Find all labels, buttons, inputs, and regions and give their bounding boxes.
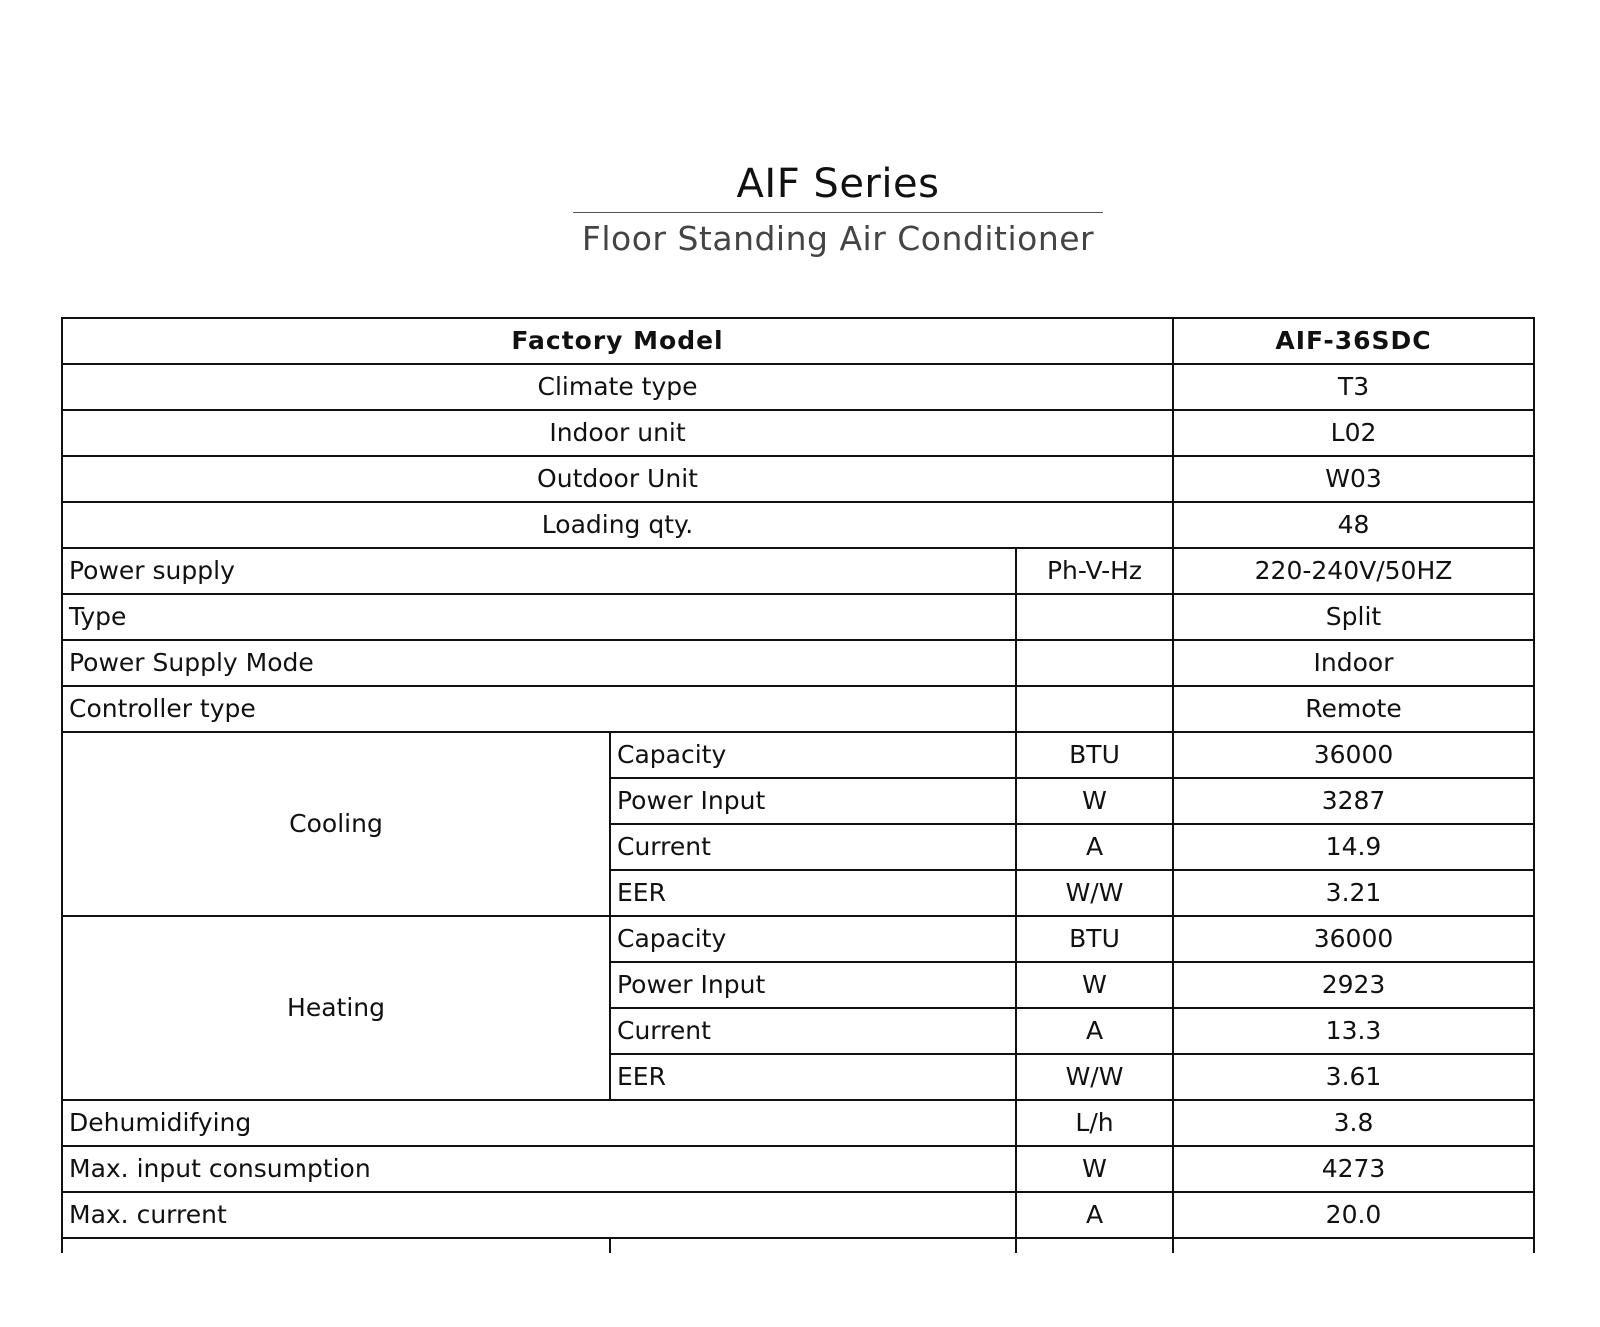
row-label: Indoor unit — [62, 410, 1173, 456]
row-label: Dehumidifying — [62, 1100, 1016, 1146]
row-label: Current — [610, 824, 1016, 870]
heating-group-label: Heating — [62, 916, 610, 1100]
row-unit: A — [1016, 1192, 1173, 1238]
row-unit: W — [1016, 778, 1173, 824]
table-cell — [1016, 1238, 1173, 1253]
row-label: Max. input consumption — [62, 1146, 1016, 1192]
row-label: Capacity — [610, 732, 1016, 778]
row-label: EER — [610, 870, 1016, 916]
row-value: Remote — [1173, 686, 1534, 732]
row-value: L02 — [1173, 410, 1534, 456]
row-value: 3.21 — [1173, 870, 1534, 916]
row-unit — [1016, 640, 1173, 686]
row-unit: W/W — [1016, 1054, 1173, 1100]
row-label: Power Input — [610, 962, 1016, 1008]
table-row-cut-off — [62, 1238, 1534, 1253]
row-unit — [1016, 686, 1173, 732]
title-divider — [573, 212, 1103, 213]
row-label: Current — [610, 1008, 1016, 1054]
row-value: Split — [1173, 594, 1534, 640]
series-title: AIF Series — [736, 161, 940, 207]
series-subtitle: Floor Standing Air Conditioner — [581, 219, 1095, 258]
row-unit — [1016, 594, 1173, 640]
row-value: T3 — [1173, 364, 1534, 410]
row-value: 14.9 — [1173, 824, 1534, 870]
table-row — [62, 594, 1534, 640]
row-value: W03 — [1173, 456, 1534, 502]
row-label: Loading qty. — [62, 502, 1173, 548]
row-value: 36000 — [1173, 732, 1534, 778]
row-value: 48 — [1173, 502, 1534, 548]
table-row — [62, 456, 1534, 502]
row-unit: BTU — [1016, 916, 1173, 962]
row-label: Power supply — [62, 548, 1016, 594]
row-label: Power Supply Mode — [62, 640, 1016, 686]
table-row — [62, 502, 1534, 548]
row-unit: A — [1016, 1008, 1173, 1054]
cooling-row — [62, 732, 1534, 778]
row-value: 20.0 — [1173, 1192, 1534, 1238]
row-unit: W — [1016, 1146, 1173, 1192]
table-row — [62, 640, 1534, 686]
heating-row — [62, 916, 1534, 962]
spec-table — [61, 317, 1535, 1253]
row-unit: A — [1016, 824, 1173, 870]
row-value: 13.3 — [1173, 1008, 1534, 1054]
table-row — [62, 1100, 1534, 1146]
row-value: 36000 — [1173, 916, 1534, 962]
row-unit: BTU — [1016, 732, 1173, 778]
row-unit: W — [1016, 962, 1173, 1008]
table-row — [62, 364, 1534, 410]
row-value: 4273 — [1173, 1146, 1534, 1192]
row-label: Type — [62, 594, 1016, 640]
row-label: Climate type — [62, 364, 1173, 410]
row-label: Max. current — [62, 1192, 1016, 1238]
factory-model-row — [62, 318, 1534, 364]
row-value: Indoor — [1173, 640, 1534, 686]
factory-model-label: Factory Model — [62, 318, 1173, 364]
table-row — [62, 686, 1534, 732]
row-label: Controller type — [62, 686, 1016, 732]
row-label: Outdoor Unit — [62, 456, 1173, 502]
table-cell — [62, 1238, 610, 1253]
row-value: 3.61 — [1173, 1054, 1534, 1100]
row-value: 2923 — [1173, 962, 1534, 1008]
table-cell — [1173, 1238, 1534, 1253]
row-unit: L/h — [1016, 1100, 1173, 1146]
row-label: Power Input — [610, 778, 1016, 824]
factory-model-value: AIF-36SDC — [1173, 318, 1534, 364]
row-label: EER — [610, 1054, 1016, 1100]
document-header — [573, 160, 1103, 259]
cooling-group-label: Cooling — [62, 732, 610, 916]
row-value: 220-240V/50HZ — [1173, 548, 1534, 594]
row-value: 3.8 — [1173, 1100, 1534, 1146]
table-cell — [610, 1238, 1016, 1253]
table-row — [62, 1146, 1534, 1192]
row-unit: W/W — [1016, 870, 1173, 916]
table-row — [62, 410, 1534, 456]
table-row — [62, 548, 1534, 594]
row-unit: Ph-V-Hz — [1016, 548, 1173, 594]
row-label: Capacity — [610, 916, 1016, 962]
row-value: 3287 — [1173, 778, 1534, 824]
table-row — [62, 1192, 1534, 1238]
